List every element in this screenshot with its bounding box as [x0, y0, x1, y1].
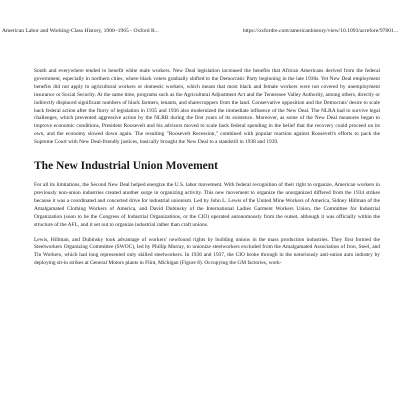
- body-paragraph: Lewis, Hillman, and Dubinsky took advantage of workers' newfound rights by building unions in the mass production industries. They first formed the Steelworkers Organizing Committee (SWOC), led by Phillip Murray, to unionize steelworkers excluded from the Amalgamated Association of Iron, Steel, and Tin Workers, which had long represented only skilled steelworkers. In 1936 and 1937, the CIO broke through in the notoriously anti-union auto industry by deploying sit-in strikes at General Motors plants in Flint, Michigan (Figure 8). Occupying the GM factories, work-: [34, 236, 380, 267]
- body-paragraph: South and everywhere tended to benefit white male workers. New Deal legislation increased the benefits that African Americans derived from the federal government, especially in northern cities, where black voters gradually shifted to the Democratic Party beginning in the late 1930s. Yet New Deal employment benefits did not apply to agricultural workers or domestic workers, which meant that most black and female workers were not covered by unemployment insurance or Social Security. At the same time, programs such as the Agricultural Adjustment Act and the Tennessee Valley Authority, among others, directly or indirectly displaced significant numbers of black farmers, tenants, and sharecroppers from the land. Conservative opposition and the Democrats' desire to scale back federal action after the flurry of legislation in 1935 and 1936 also modernized the immediate influence of the New Deal. The NLRA had to survive legal challenges, which prevented aggressive action by the NLRB during the first years of its existence. Moreover, as some of the New Deal measures began to improve economic conditions, President Roosevelt and his advisors moved to scale back federal spending in the belief that the recovery could proceed on its own, and the economy slowed down again. The resulting "Roosevelt Recession," combined with popular reaction against Roosevelt's efforts to pack the Supreme Court with New Deal-friendly justices, basically brought the New Deal to a standstill in 1938 and 1939.: [34, 68, 380, 146]
- section-heading: The New Industrial Union Movement: [34, 160, 219, 173]
- header-url: https://oxfordre.com/americanhistory/view/10.1093/acrefore/97801...: [242, 28, 398, 34]
- body-paragraph: For all its limitations, the Second New Deal helped energize the U.S. labor movement. With federal recognition of their right to organize, American workers in previously non-union industries created another surge in organizing activity. This new movement to organize the unorganized differed from the 1934 strikes because it was a coordinated and concerted drive for industrial unionism. Led by John L. Lewis of the United Mine Workers of America, Sidney Hillman of the Amalgamated Clothing Workers of America, and David Dubinsky of the International Ladies Garment Workers Union, the Committee for Industrial Organization (soon to be the Congress of Industrial Organizations, or the CIO) operated autonomously from the outset, although it was officially within the structure of the AFL, and it set out to organize industrial rather than craft unions.: [34, 182, 380, 228]
- print-header: [0, 28, 400, 40]
- article-body: [34, 68, 380, 275]
- header-title: American Labor and Working-Class History, 1900–1965 - Oxford R...: [2, 28, 159, 34]
